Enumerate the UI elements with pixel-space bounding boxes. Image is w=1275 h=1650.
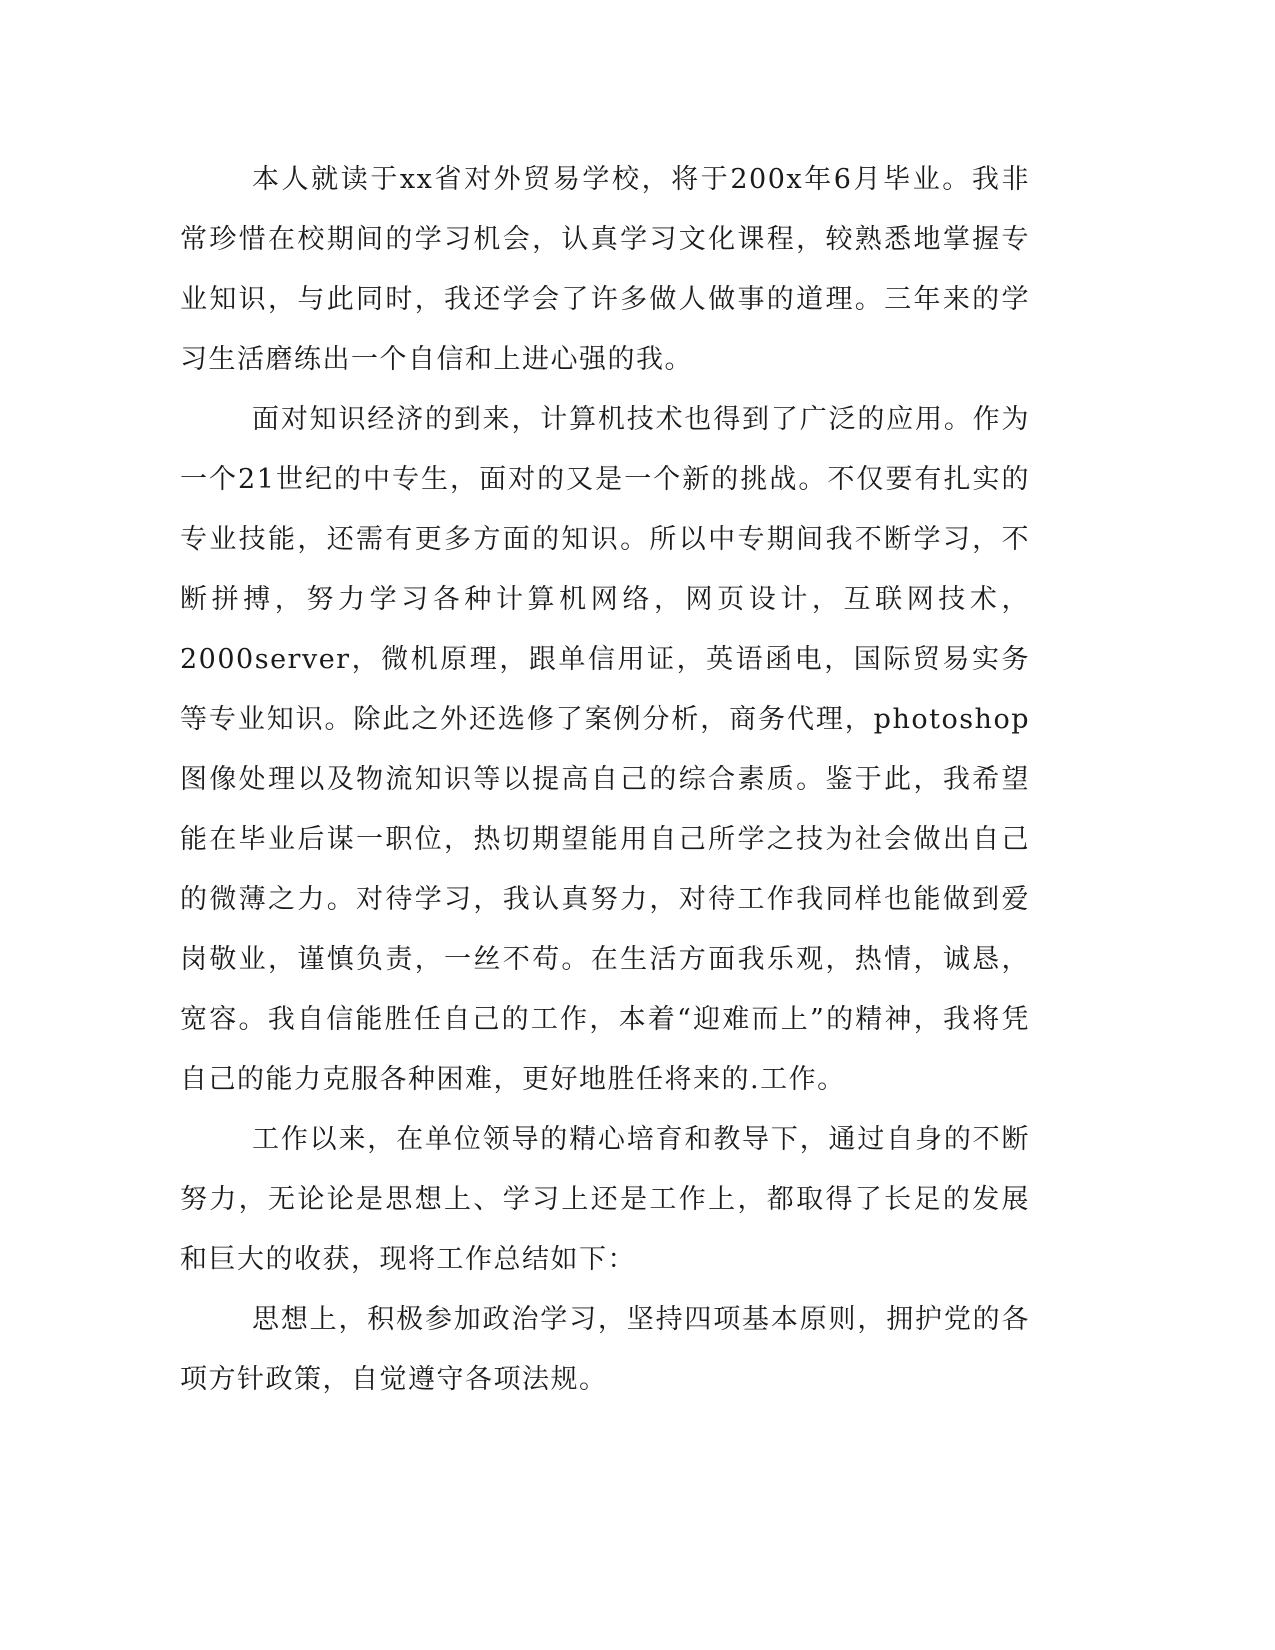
paragraph-work-intro: 工作以来，在单位领导的精心培育和教导下，通过自身的不断努力，无论论是思想上、学习上还是工作上，都取得了长足的发展和巨大的收获，现将工作总结如下： [180,1124,1030,1275]
document-body [180,150,1030,1410]
paragraph-study-background: 本人就读于xx省对外贸易学校，将于200x年6月毕业。我非常珍惜在校期间的学习机会，认真学习文化课程，较熟悉地掌握专业知识，与此同时，我还学会了许多做人做事的道理。三年来的学习生活磨练出一个自信和上进心强的我。 [180,164,1030,375]
paragraph-ideology: 思想上，积极参加政治学习，坚持四项基本原则，拥护党的各项方针政策，自觉遵守各项法规。 [180,1304,1030,1395]
paragraph-skills: 面对知识经济的到来，计算机技术也得到了广泛的应用。作为一个21世纪的中专生，面对的又是一个新的挑战。不仅要有扎实的专业技能，还需有更多方面的知识。所以中专期间我不断学习，不断拼搏，努力学习各种计算机网络，网页设计，互联网技术，2000server，微机原理，跟单信用证，英语函电，国际贸易实务等专业知识。除此之外还选修了案例分析，商务代理，photoshop图像处理以及物流知识等以提高自己的综合素质。鉴于此，我希望能在毕业后谋一职位，热切期望能用自己所学之技为社会做出自己的微薄之力。对待学习，我认真努力，对待工作我同样也能做到爱岗敬业，谨慎负责，一丝不苟。在生活方面我乐观，热情，诚恳，宽容。我自信能胜任自己的工作，本着“迎难而上”的精神，我将凭自己的能力克服各种困难，更好地胜任将来的.工作。 [180,404,1030,1095]
